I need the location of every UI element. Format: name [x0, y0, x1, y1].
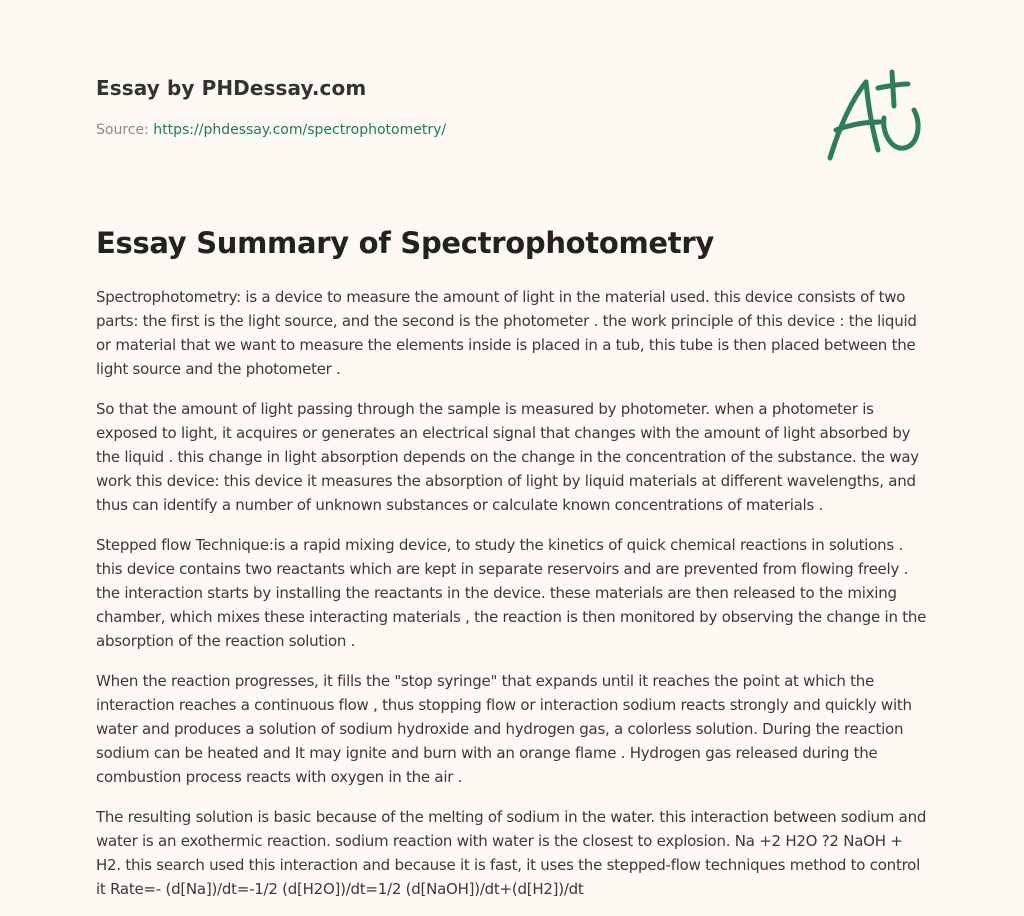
- essay-content: [96, 285, 928, 916]
- essay-title: Essay Summary of Spectrophotometry: [96, 226, 714, 260]
- site-title: Essay by PHDessay.com: [96, 76, 367, 100]
- essay-paragraph: When the reaction progresses, it fills the "stop syringe" that expands until it reaches the point at which the interaction reaches a continuous flow , thus stopping flow or interaction sodium reacts strongly and quickly with water and produces a solution of sodium hydroxide and hydrogen gas, a colorless solution. During the reaction sodium can be heated and It may ignite and burn with an orange flame . Hydrogen gas released during the combustion process reacts with oxygen in the air .: [96, 672, 912, 786]
- source-line: [96, 122, 446, 138]
- essay-paragraph: Spectrophotometry: is a device to measure the amount of light in the material used. this device consists of two parts: the first is the light source, and the second is the photometer . the work principle of this device : the liquid or material that we want to measure the elements inside is placed in a tub, this tube is then placed between the light source and the photometer .: [96, 288, 917, 378]
- header: [96, 76, 446, 138]
- source-label: Source:: [96, 122, 149, 138]
- a-plus-logo-icon: [822, 68, 928, 164]
- essay-paragraph: So that the amount of light passing through the sample is measured by photometer. when a photometer is exposed to light, it acquires or generates an electrical signal that changes with the amount of light absorbed by the liquid . this change in light absorption depends on the change in the concentration of the substance. the way work this device: this device it measures the absorption of light by liquid materials at different wavelengths, and thus can identify a number of unknown substances or calculate known concentrations of materials .: [96, 400, 919, 514]
- a-plus-logo-graphic: [822, 68, 928, 164]
- essay-paragraph: Stepped flow Technique:is a rapid mixing device, to study the kinetics of quick chemical reactions in solutions . this device contains two reactants which are kept in separate reservoirs and are prevented from flowing freely . the interaction starts by installing the reactants in the device. these materials are then released to the mixing chamber, which mixes these interacting materials , the reaction is then monitored by observing the change in the absorption of the reaction solution .: [96, 536, 927, 650]
- essay-paragraph: The resulting solution is basic because of the melting of sodium in the water. this interaction between sodium and water is an exothermic reaction. sodium reaction with water is the closest to explosion. Na +2 H2O ?2 NaOH + H2. this search used this interaction and because it is fast, it uses the stepped-flow techniques method to control it Rate=- (d[Na])/dt=-1/2 (d[H2O])/dt=1/2 (d[NaOH])/dt+(d[H2])/dt: [96, 808, 927, 898]
- source-link[interactable]: https://phdessay.com/spectrophotometry/: [153, 122, 447, 138]
